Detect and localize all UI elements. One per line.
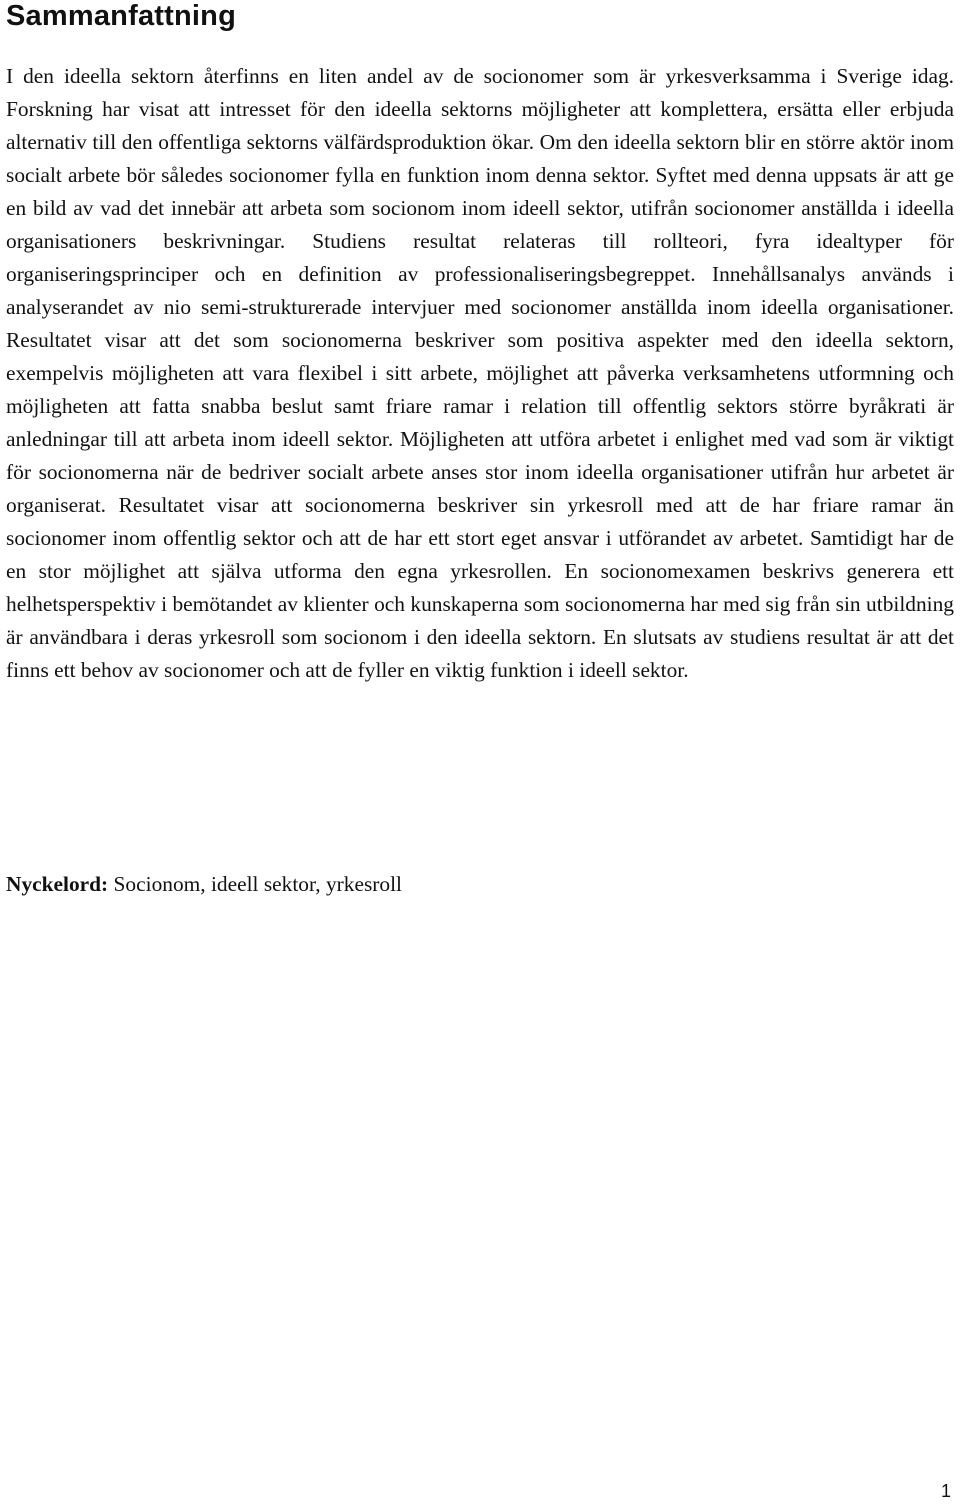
document-page (6, 0, 954, 1509)
keywords-value: Socionom, ideell sektor, yrkesroll (108, 872, 402, 896)
page-number: 1 (940, 1481, 951, 1501)
keywords-label: Nyckelord: (6, 872, 109, 896)
page-title: Sammanfattning (6, 0, 236, 32)
abstract-paragraph: I den ideella sektorn återfinns en liten andel av de socionomer som är yrkesverksamma i Sverige idag. Forskning har visat att intresset för den ideella sektorns möjligheter att komplettera, ersätta eller erbjuda alternativ till den offentliga sektorns välfärdsproduktion ökar. Om den ideella sektorn blir en större aktör inom socialt arbete bör således socionomer fylla en funktion inom denna sektor. Syftet med denna uppsats är att ge en bild av vad det innebär att arbeta som socionom inom ideell sektor, utifrån socionomer anställda i ideella organisationers beskrivningar. Studiens resultat relateras till rollteori, fyra idealtyper för organiseringsprinciper och en definition av professionaliseringsbegreppet. Innehållsanalys används i analyserandet av nio semi-strukturerade intervjuer med socionomer anställda inom ideella organisationer. Resultatet visar att det som socionomerna beskriver som positiva aspekter med den ideella sektorn, exempelvis möjligheten att vara flexibel i sitt arbete, möjlighet att påverka verksamhetens utformning och möjligheten att fatta snabba beslut samt friare ramar i relation till offentlig sektors större byråkrati är anledningar till att arbeta inom ideell sektor. Möjligheten att utföra arbetet i enlighet med vad som är viktigt för socionomerna när de bedriver socialt arbete anses stor inom ideella organisationer utifrån hur arbetet är organiserat. Resultatet visar att socionomerna beskriver sin yrkesroll med att de har friare ramar än socionomer inom offentlig sektor och att de har ett stort eget ansvar i utförandet av arbetet. Samtidigt har de en stor möjlighet att själva utforma den egna yrkesrollen. En socionomexamen beskrivs generera ett helhetsperspektiv i bemötandet av klienter och kunskaperna som socionomerna har med sig från sin utbildning är användbara i deras yrkesroll som socionom i den ideella sektorn. En slutsats av studiens resultat är att det finns ett behov av socionomer och att de fyller en viktig funktion i ideell sektor. (6, 64, 954, 682)
keywords-line (6, 868, 402, 901)
